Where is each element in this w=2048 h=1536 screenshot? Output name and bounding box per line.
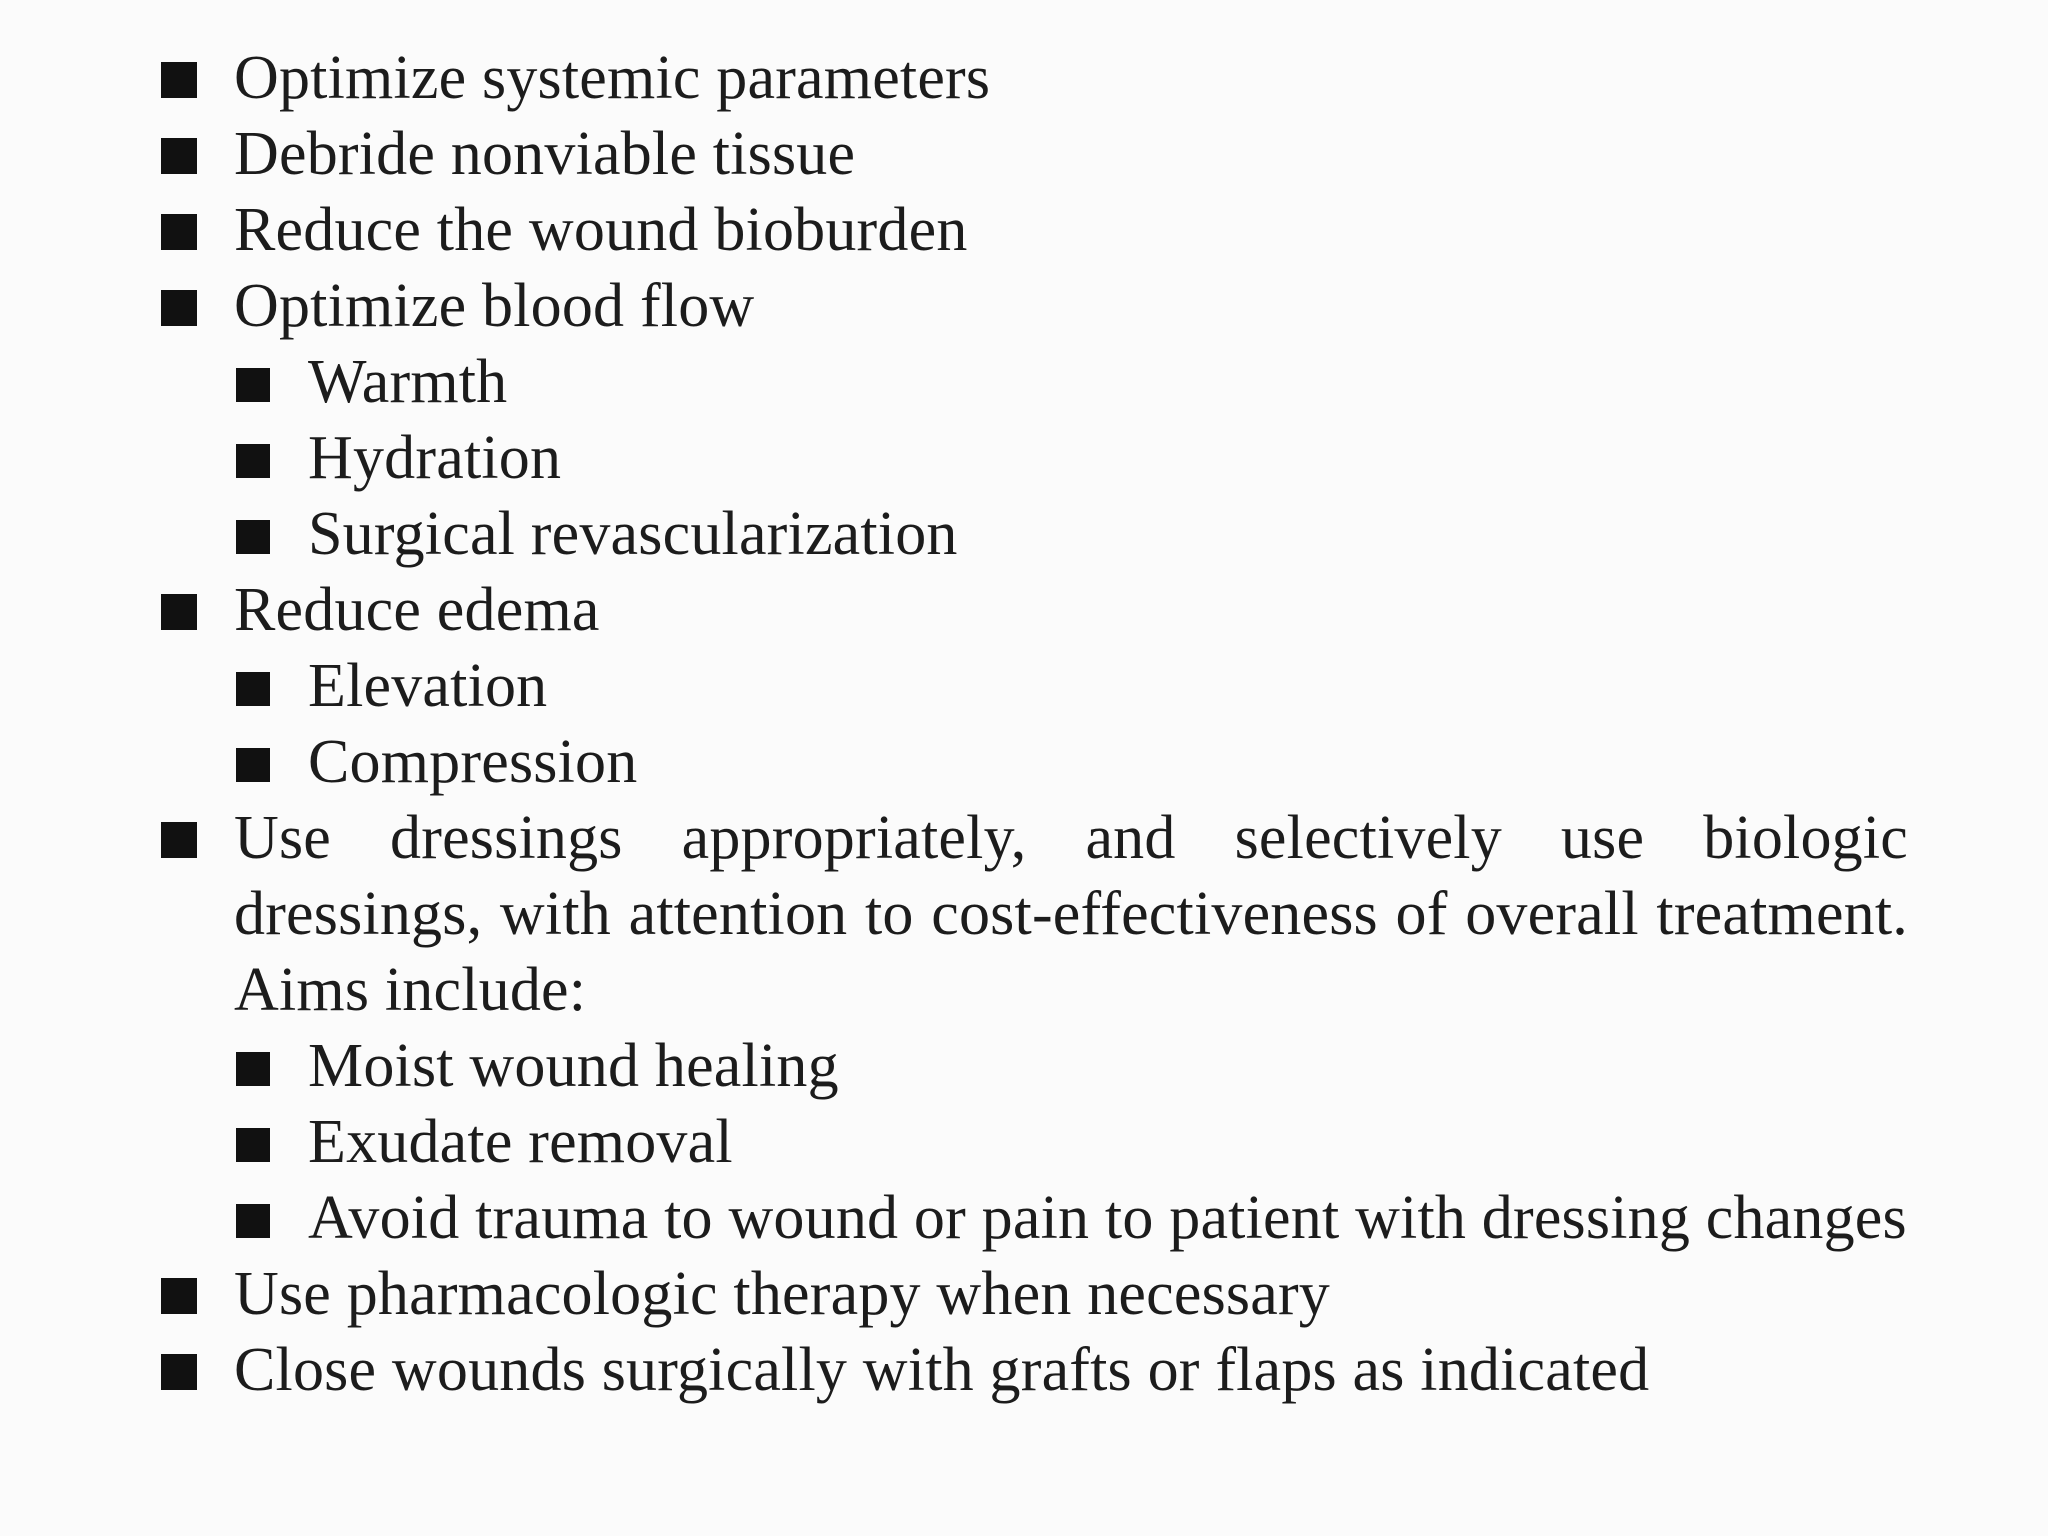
square-bullet-icon xyxy=(236,748,270,782)
list-item-label: Exudate removal xyxy=(308,1108,733,1176)
list-item xyxy=(0,40,1908,116)
list-item-label: Hydration xyxy=(308,424,562,492)
square-bullet-icon xyxy=(161,1278,197,1314)
sub-list-item xyxy=(0,496,1908,572)
square-bullet-icon xyxy=(161,822,197,858)
sub-list-item xyxy=(0,724,1908,800)
square-bullet-icon xyxy=(161,62,197,98)
square-bullet-icon xyxy=(161,214,197,250)
list-item xyxy=(0,572,1908,648)
list-item xyxy=(0,268,1908,344)
list-item xyxy=(0,1256,1908,1332)
list-item-label: Moist wound healing xyxy=(308,1032,839,1100)
sub-list-item xyxy=(0,420,1908,496)
square-bullet-icon xyxy=(236,444,270,478)
list-item-label: Use pharmacologic therapy when necessary xyxy=(234,1260,1330,1328)
list-item-label: Use dressings appropriately, and selectively use biologic dressings, with attention to cost-effectiveness of overall treatment. Aims include: xyxy=(234,804,1908,1024)
square-bullet-icon xyxy=(236,1052,270,1086)
sub-list-item xyxy=(0,1028,1908,1104)
square-bullet-icon xyxy=(236,672,270,706)
list-item-label: Optimize systemic parameters xyxy=(234,44,991,112)
sub-list-item xyxy=(0,1104,1908,1180)
square-bullet-icon xyxy=(236,520,270,554)
list-item-label: Avoid trauma to wound or pain to patient with dressing changes xyxy=(308,1184,1907,1252)
wound-care-bullet-list xyxy=(0,40,2048,1408)
list-item-label: Compression xyxy=(308,728,638,796)
square-bullet-icon xyxy=(161,138,197,174)
list-item xyxy=(0,192,1908,268)
list-item-label: Reduce edema xyxy=(234,576,600,644)
list-item-label: Close wounds surgically with grafts or flaps as indicated xyxy=(234,1336,1650,1404)
square-bullet-icon xyxy=(161,290,197,326)
sub-list-item xyxy=(0,648,1908,724)
list-item-label: Debride nonviable tissue xyxy=(234,120,856,188)
square-bullet-icon xyxy=(161,1354,197,1390)
list-item xyxy=(0,800,1908,1028)
square-bullet-icon xyxy=(236,1204,270,1238)
list-item-label: Optimize blood flow xyxy=(234,272,755,340)
list-item xyxy=(0,116,1908,192)
sub-list-item xyxy=(0,344,1908,420)
sub-list-item xyxy=(0,1180,1908,1256)
square-bullet-icon xyxy=(161,594,197,630)
square-bullet-icon xyxy=(236,368,270,402)
list-item-label: Surgical revascularization xyxy=(308,500,958,568)
square-bullet-icon xyxy=(236,1128,270,1162)
list-item-label: Warmth xyxy=(308,348,508,416)
list-item-label: Reduce the wound bioburden xyxy=(234,196,968,264)
list-item-label: Elevation xyxy=(308,652,548,720)
document-page xyxy=(0,40,2048,1408)
list-item xyxy=(0,1332,1908,1408)
